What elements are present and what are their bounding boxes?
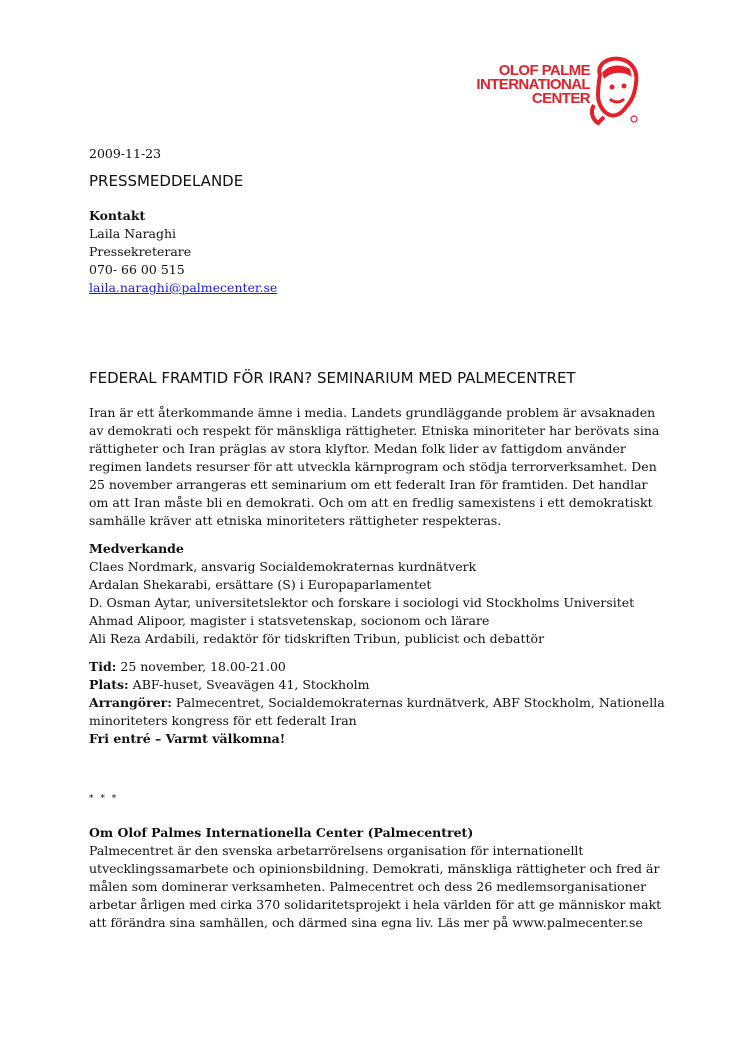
about-heading: Om Olof Palmes Internationella Center (Palmecentret) bbox=[89, 825, 474, 840]
release-date: 2009-11-23 bbox=[89, 146, 162, 161]
olof-palme-logo bbox=[462, 55, 642, 127]
event-place bbox=[89, 676, 669, 694]
event-details bbox=[89, 658, 669, 748]
participant-item: Ali Reza Ardabili, redaktör för tidskriften Tribun, publicist och debattör bbox=[89, 631, 545, 646]
olof-palme-portrait-icon bbox=[586, 55, 642, 127]
section-separator: * * * bbox=[89, 794, 119, 804]
contact-role: Pressekreterare bbox=[89, 244, 192, 259]
about-text: Palmecentret är den svenska arbetarrörelsens organisation för internationellt utvecklingssamarbete och opinionsbildning. Demokrati, mänskliga rättigheter och fred är målen som dominerar verksamheten. Palmecentret och dess 26 medlemsorganisationer arbetar årligen med cirka 370 solidaritetsprojekt i hela världen för att ge människor makt att förändra sina samhällen, och därmed sina egna liv. Läs mer på www.palmecenter.se bbox=[89, 843, 662, 930]
event-organizers-value: Palmecentret, Socialdemokraternas kurdnätverk, ABF Stockholm, Nationella minoriteters kongress för ett federalt Iran bbox=[89, 695, 665, 728]
event-entry: Fri entré – Varmt välkomna! bbox=[89, 731, 286, 746]
logo-text bbox=[476, 64, 590, 106]
contact-email-link[interactable]: laila.naraghi@palmecenter.se bbox=[89, 280, 278, 295]
contact-heading: Kontakt bbox=[89, 208, 146, 223]
logo-line-3: CENTER bbox=[531, 90, 590, 107]
contact-name: Laila Naraghi bbox=[89, 226, 177, 241]
event-time bbox=[89, 658, 669, 676]
logo-line-2: INTERNATIONAL bbox=[476, 76, 590, 93]
event-time-value: 25 november, 18.00-21.00 bbox=[116, 659, 286, 674]
participants-heading: Medverkande bbox=[89, 541, 184, 556]
participant-item: Ardalan Shekarabi, ersättare (S) i Europaparlamentet bbox=[89, 577, 432, 592]
event-place-label: Plats: bbox=[89, 677, 129, 692]
event-organizers-label: Arrangörer: bbox=[89, 695, 172, 710]
event-time-label: Tid: bbox=[89, 659, 117, 674]
intro-paragraph: Iran är ett återkommande ämne i media. Landets grundläggande problem är avsaknaden av demokrati och respekt för mänskliga rättigheter. Etniska minoriteter har berövats sina rättigheter och Iran präglas av stora klyftor. Medan folk lider av fattigdom använder regimen landets resurser för att utveckla kärnprogram och stödja terrorverksamhet. Den 25 november arrangeras ett seminarium om ett federalt Iran för framtiden. Det handlar om att Iran måste bli en demokrati. Och om att en fredlig samexistens i ett demokratiskt samhälle kräver att etniska minoriteters rättigheter respekteras. bbox=[89, 405, 660, 528]
contact-block bbox=[89, 207, 277, 297]
participant-item: Claes Nordmark, ansvarig Socialdemokraternas kurdnätverk bbox=[89, 559, 477, 574]
document-type: PRESSMEDDELANDE bbox=[89, 172, 244, 190]
contact-phone: 070- 66 00 515 bbox=[89, 262, 185, 277]
participant-item: D. Osman Aytar, universitetslektor och forskare i sociologi vid Stockholms Universitet bbox=[89, 595, 635, 610]
event-place-value: ABF-huset, Sveavägen 41, Stockholm bbox=[128, 677, 370, 692]
body-text bbox=[89, 404, 669, 932]
logo-line-1: OLOF PALME bbox=[498, 62, 590, 79]
event-organizers bbox=[89, 694, 669, 730]
participants-section bbox=[89, 540, 669, 648]
about-section bbox=[89, 824, 669, 932]
participant-item: Ahmad Alipoor, magister i statsvetenskap, socionom och lärare bbox=[89, 613, 490, 628]
headline: FEDERAL FRAMTID FÖR IRAN? SEMINARIUM MED PALMECENTRET bbox=[89, 369, 576, 387]
